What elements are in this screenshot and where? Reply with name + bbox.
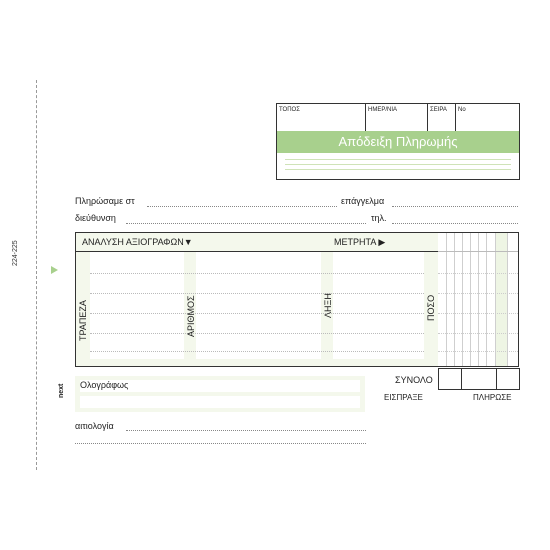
grid-row xyxy=(438,273,518,274)
table-header xyxy=(76,233,438,252)
amount-grid[interactable] xyxy=(438,232,519,367)
brand-logo: next xyxy=(58,383,65,398)
amount-column-label: ΠΟΣΟ xyxy=(426,294,436,321)
payment-table xyxy=(75,232,439,367)
grid-column xyxy=(495,233,496,366)
grid-row xyxy=(438,333,518,334)
phone-label: τηλ. xyxy=(371,213,387,223)
number-column-label: ΑΡΙΘΜΟΣ xyxy=(186,295,196,337)
paid-to-label: Πληρώσαμε στ xyxy=(75,196,135,206)
total-label: ΣΥΝΟΛΟ xyxy=(395,375,433,385)
paid-label: ΠΛΗΡΩΣΕ xyxy=(473,393,512,402)
product-code: 224-225 xyxy=(12,240,19,266)
table-row xyxy=(90,313,424,314)
profession-label: επάγγελμα xyxy=(341,196,385,206)
header-rule xyxy=(285,169,511,170)
marker-triangle-icon xyxy=(51,266,58,274)
grid-column xyxy=(478,233,479,366)
table-row xyxy=(90,273,424,274)
table-row xyxy=(90,333,424,334)
series-label: ΣΕΙΡΑ xyxy=(430,107,447,113)
number-field[interactable] xyxy=(456,104,519,131)
series-field[interactable] xyxy=(428,104,456,131)
grid-row xyxy=(438,251,518,252)
grid-column xyxy=(454,233,455,366)
grid-shade xyxy=(495,233,507,366)
address-label: διεύθυνση xyxy=(75,213,116,223)
number-label: No xyxy=(458,107,466,113)
expiry-column-label: ΛΗΞΗ xyxy=(323,293,333,318)
grid-column xyxy=(446,233,447,366)
cheques-header: ΑΝΑΛΥΣΗ ΑΞΙΟΓΡΑΦΩΝ▼ xyxy=(82,237,193,247)
in-words-box xyxy=(75,376,365,412)
grid-column xyxy=(470,233,471,366)
receipt-header xyxy=(276,103,520,180)
profession-input[interactable] xyxy=(392,206,518,207)
reason-input-2[interactable] xyxy=(75,443,366,444)
grid-row xyxy=(438,351,518,352)
place-label: ΤΟΠΟΣ xyxy=(279,107,300,113)
reason-label: αιτιολογία xyxy=(75,421,114,431)
bank-column-label: ΤΡΑΠΕΖΑ xyxy=(78,300,88,341)
reason-input[interactable] xyxy=(126,430,366,431)
table-body[interactable] xyxy=(90,252,424,359)
grid-row xyxy=(438,293,518,294)
date-field[interactable] xyxy=(366,104,428,131)
table-row xyxy=(90,293,424,294)
perforation-line xyxy=(36,80,37,470)
grid-column xyxy=(462,233,463,366)
cash-header: ΜΕΤΡΗΤΑ ▶ xyxy=(334,237,386,247)
header-rule xyxy=(285,159,511,160)
total-box[interactable] xyxy=(438,368,520,390)
grid-row xyxy=(438,313,518,314)
place-field[interactable] xyxy=(277,104,366,131)
phone-input[interactable] xyxy=(392,223,518,224)
table-row xyxy=(90,351,424,352)
date-label: ΗΜΕΡ/ΝΙΑ xyxy=(368,107,398,113)
collected-label: ΕΙΣΠΡΑΞΕ xyxy=(384,393,423,402)
in-words-input-2[interactable] xyxy=(80,396,360,408)
header-rule xyxy=(285,164,511,165)
paid-to-input[interactable] xyxy=(147,206,337,207)
in-words-label: Ολογράφως xyxy=(80,380,129,390)
grid-column xyxy=(507,233,508,366)
grid-column xyxy=(486,233,487,366)
receipt-title: Απόδειξη Πληρωμής xyxy=(277,131,519,153)
address-input[interactable] xyxy=(126,223,366,224)
